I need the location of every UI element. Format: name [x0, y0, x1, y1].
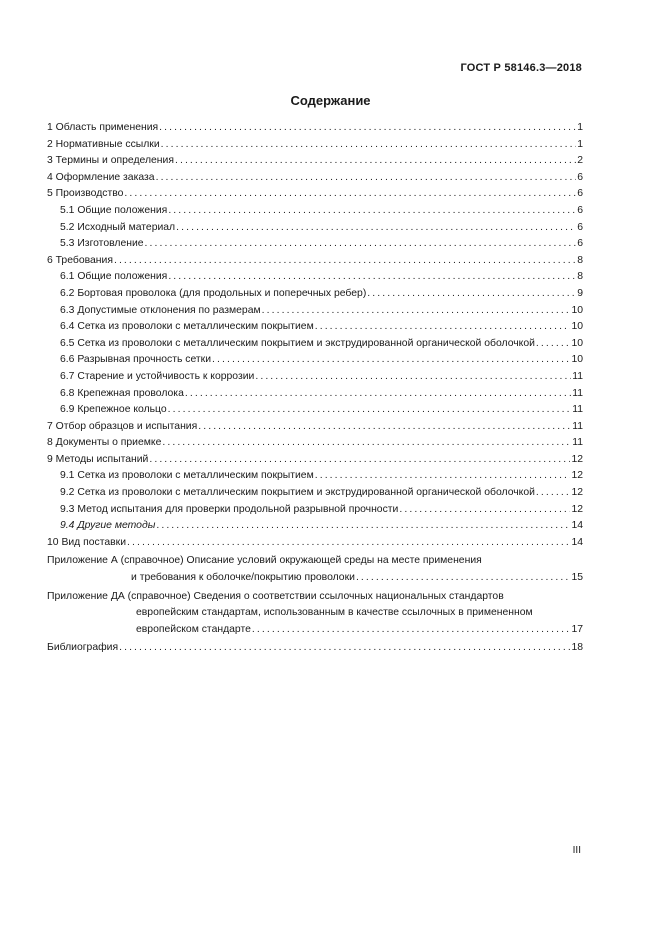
toc-entry-2[interactable]: 2 Нормативные ссылки ..... 1 — [47, 137, 583, 154]
page-number: III — [572, 845, 581, 856]
toc-entry-6-5[interactable]: 6.5 Сетка из проволоки с металлическим покрытием и экструдированной органической оболочкой ..... 10 — [47, 336, 583, 353]
toc-entry-6-1[interactable]: 6.1 Общие положения ..... 8 — [47, 269, 583, 286]
toc-entry-9-1[interactable]: 9.1 Сетка из проволоки с металлическим покрытием ..... 12 — [47, 468, 583, 485]
toc-entry-6-7[interactable]: 6.7 Старение и устойчивость к коррозии ..... 11 — [47, 369, 583, 386]
toc-bibliography[interactable]: Библиография ..... 18 — [47, 640, 583, 657]
toc-entry-6-8[interactable]: 6.8 Крепежная проволока ..... 11 — [47, 386, 583, 403]
toc-entry-3[interactable]: 3 Термины и определения ..... 2 — [47, 153, 583, 170]
toc-entry-1[interactable]: 1 Область применения ..... 1 — [47, 120, 583, 137]
toc-entry-4[interactable]: 4 Оформление заказа ..... 6 — [47, 170, 583, 187]
toc-entry-9-3[interactable]: 9.3 Метод испытания для проверки продольной разрывной прочности ..... 12 — [47, 502, 583, 519]
toc-entry-5-1[interactable]: 5.1 Общие положения ..... 6 — [47, 203, 583, 220]
document-header: ГОСТ Р 58146.3—2018 — [460, 62, 582, 74]
toc-entry-5-2[interactable]: 5.2 Исходный материал ..... 6 — [47, 220, 583, 237]
toc-entry-10[interactable]: 10 Вид поставки ..... 14 — [47, 535, 583, 552]
toc-entry-6[interactable]: 6 Требования ..... 8 — [47, 253, 583, 270]
toc-entry-6-9[interactable]: 6.9 Крепежное кольцо ..... 11 — [47, 402, 583, 419]
toc-entry-9-2[interactable]: 9.2 Сетка из проволоки с металлическим покрытием и экструдированной органической оболочкой ..... 12 — [47, 485, 583, 502]
toc-entry-7[interactable]: 7 Отбор образцов и испытания ..... 11 — [47, 419, 583, 436]
toc-entry-6-3[interactable]: 6.3 Допустимые отклонения по размерам ..... 10 — [47, 303, 583, 320]
toc-entry-9[interactable]: 9 Методы испытаний ..... 12 — [47, 452, 583, 469]
toc-entry-6-2[interactable]: 6.2 Бортовая проволока (для продольных и поперечных ребер) ..... 9 — [47, 286, 583, 303]
toc-entry-9-4[interactable]: 9.4 Другие методы ..... 14 — [47, 518, 583, 535]
toc-entry-6-6[interactable]: 6.6 Разрывная прочность сетки ..... 10 — [47, 352, 583, 369]
toc-entry-8[interactable]: 8 Документы о приемке ..... 11 — [47, 435, 583, 452]
toc-appendix-a[interactable]: Приложение А (справочное) Описание условий окружающей среды на месте применения и требования к оболочке/покрытию проволоки ..... 15 — [47, 553, 583, 586]
page-title: Содержание — [290, 93, 371, 108]
toc-entry-5[interactable]: 5 Производство ..... 6 — [47, 186, 583, 203]
toc-appendix-da[interactable]: Приложение ДА (справочное) Сведения о соответствии ссылочных национальных стандартов европейским стандартам, использованным в качестве ссылочных в примененном европейском стандарте ..... 17 — [47, 589, 583, 639]
toc-entry-5-3[interactable]: 5.3 Изготовление ..... 6 — [47, 236, 583, 253]
toc-entry-6-4[interactable]: 6.4 Сетка из проволоки с металлическим покрытием ..... 10 — [47, 319, 583, 336]
table-of-contents — [47, 120, 583, 657]
